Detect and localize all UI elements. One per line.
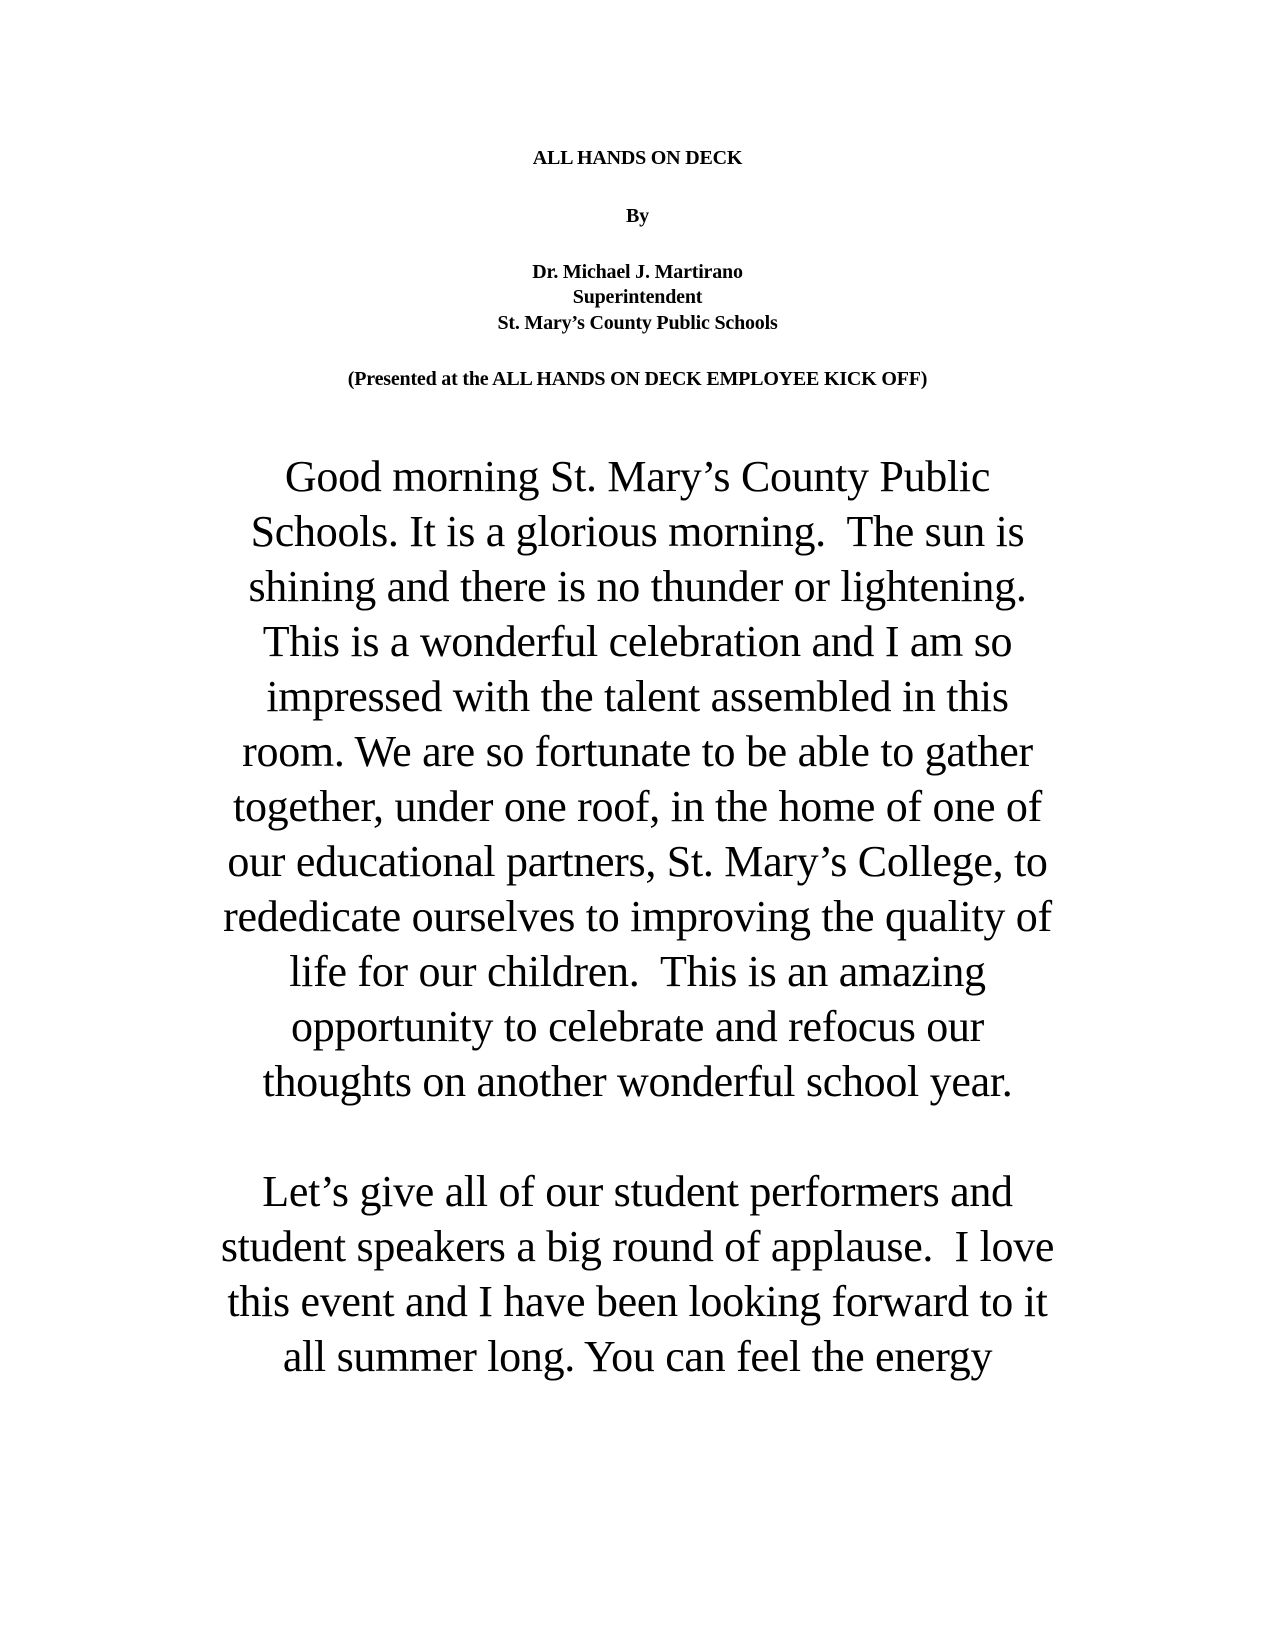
paragraph-line: this event and I have been looking forward to it <box>227 1277 1048 1326</box>
paragraph-line: together, under one roof, in the home of one of <box>233 782 1042 831</box>
paragraph-line: Schools. It is a glorious morning. The sun is <box>250 507 1025 556</box>
paragraph-line: thoughts on another wonderful school year. <box>262 1057 1013 1106</box>
document-title: ALL HANDS ON DECK <box>532 147 743 169</box>
paragraph-line: our educational partners, St. Mary’s College, to <box>227 837 1048 886</box>
occasion-note: (Presented at the ALL HANDS ON DECK EMPLOYEE KICK OFF) <box>347 368 928 390</box>
paragraph-line: opportunity to celebrate and refocus our <box>291 1002 984 1051</box>
paragraph-line: student speakers a big round of applause. I love <box>220 1222 1055 1271</box>
paragraph-line: rededicate ourselves to improving the quality of <box>223 892 1052 941</box>
author-organization: St. Mary’s County Public Schools <box>497 312 778 334</box>
paragraph-line: Good morning St. Mary’s County Public <box>284 452 991 501</box>
paragraph-line: life for our children. This is an amazing <box>289 947 986 996</box>
paragraph-line: shining and there is no thunder or lightening. <box>248 562 1027 611</box>
paragraph-line: room. We are so fortunate to be able to gather <box>242 727 1033 776</box>
author-name: Dr. Michael J. Martirano <box>532 261 743 283</box>
paragraph-line: impressed with the talent assembled in this <box>266 672 1009 721</box>
paragraph-line: This is a wonderful celebration and I am so <box>262 617 1013 666</box>
author-position: Superintendent <box>572 286 703 308</box>
paragraph-line: all summer long. You can feel the energy <box>282 1332 993 1381</box>
paragraph-line: Let’s give all of our student performers and <box>262 1167 1013 1216</box>
byline-label: By <box>626 205 649 227</box>
